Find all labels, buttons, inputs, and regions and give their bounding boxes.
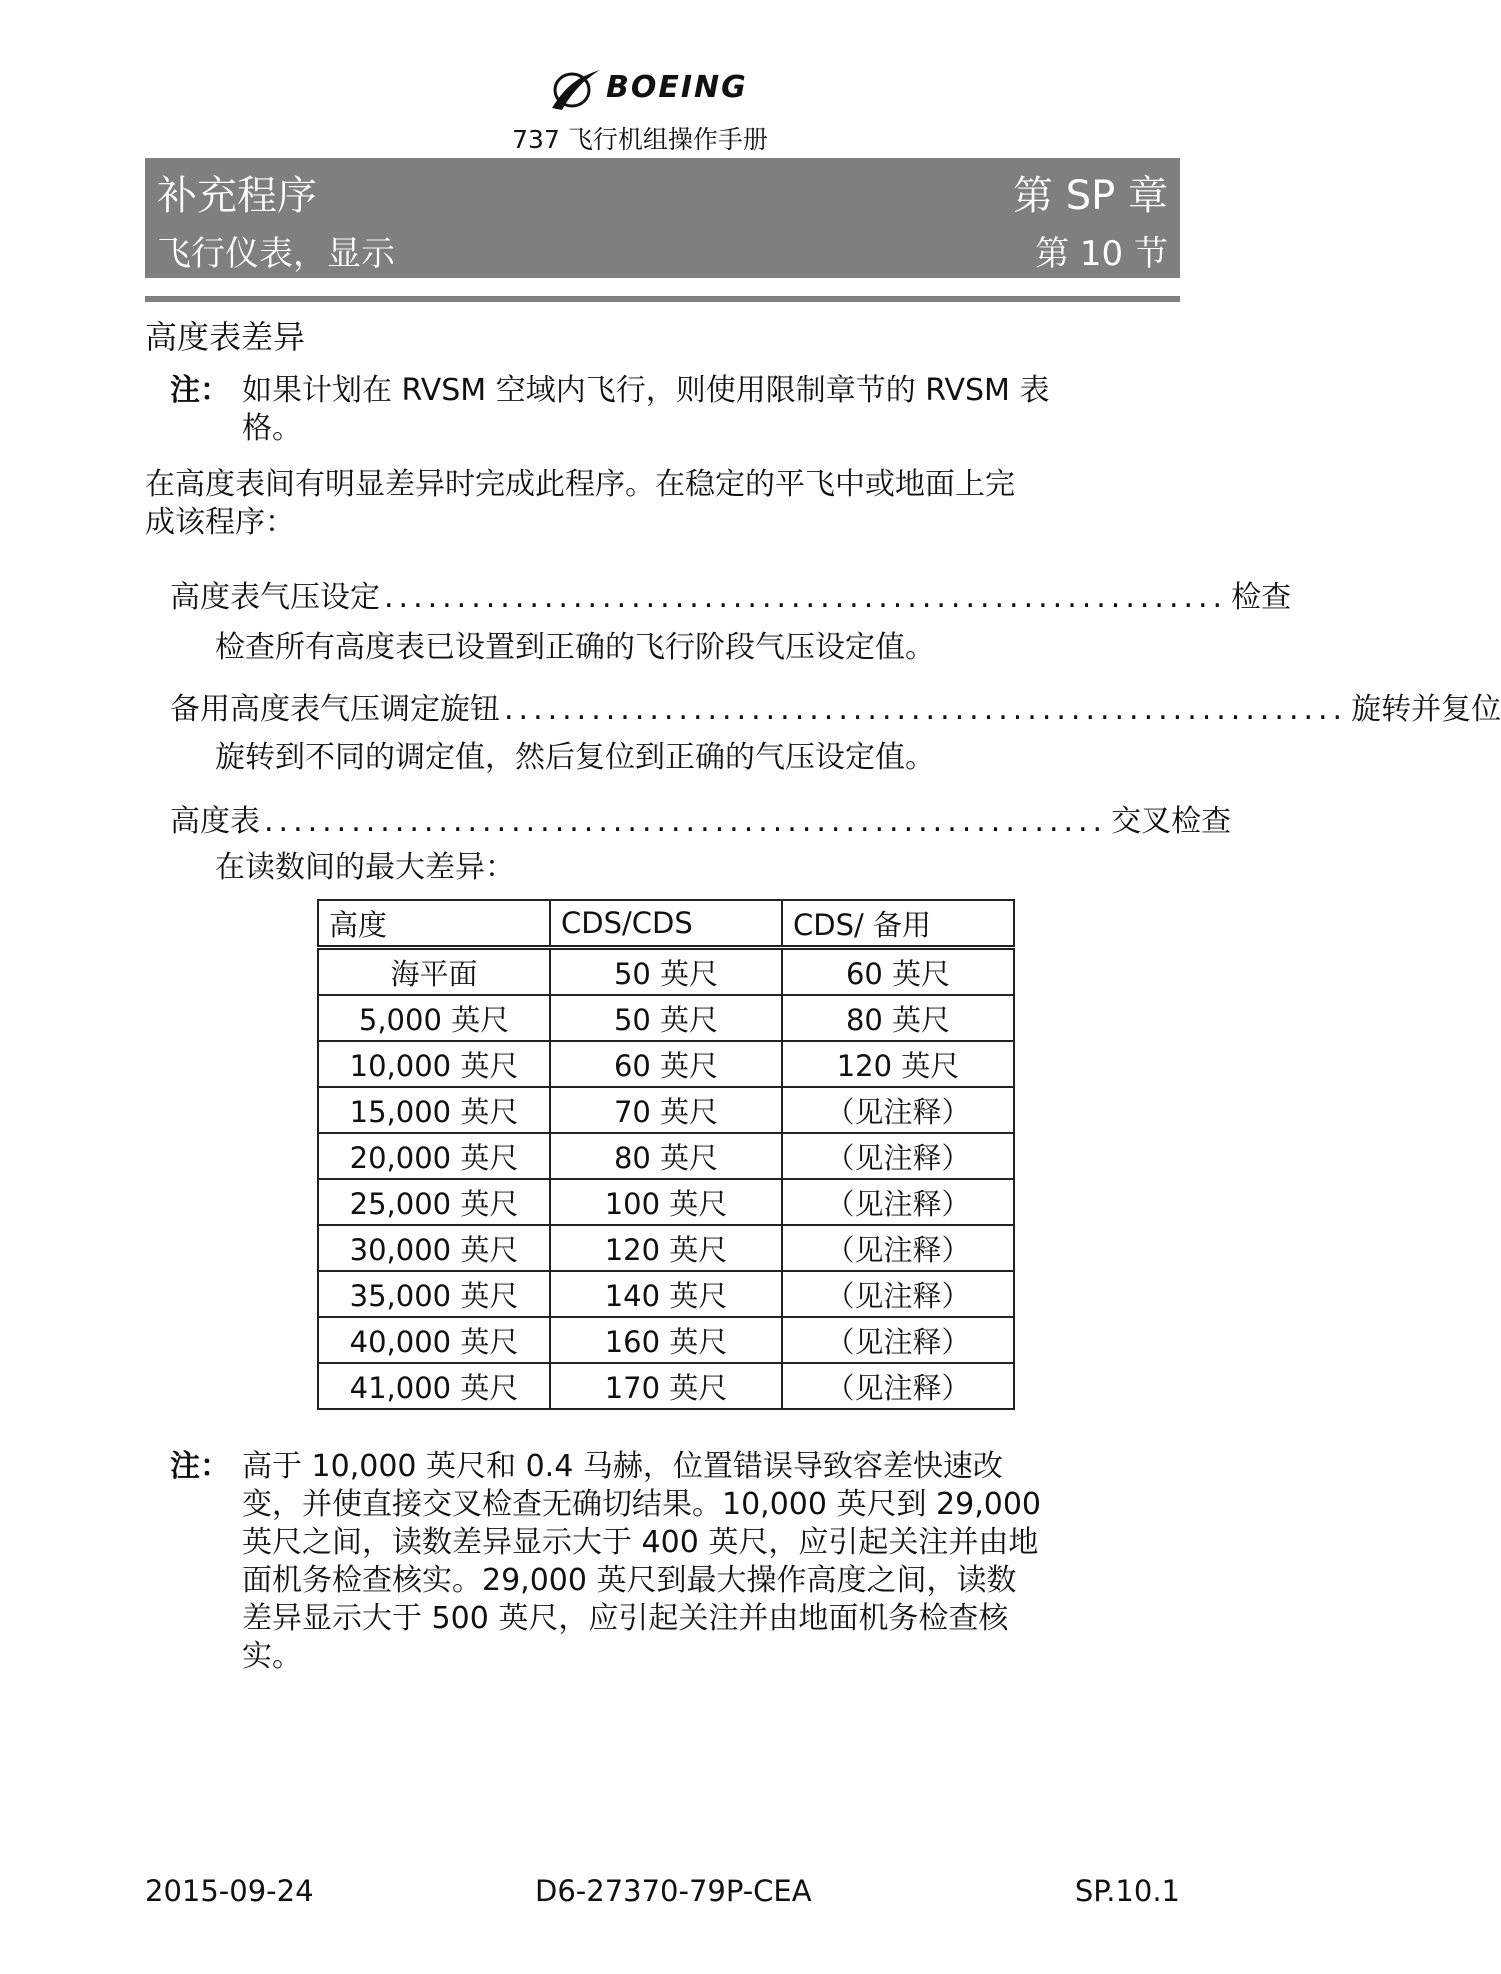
table-cell: 120 英尺 [550,1225,782,1271]
leader-dots: .......................................................... [384,580,1228,615]
item-detail: 旋转到不同的调定值，然后复位到正确的气压设定值。 [215,740,935,775]
leader-dots: .......................................................... [504,692,1348,727]
item-action: 检查 [1231,580,1292,615]
note-line: 英尺之间，读数差异显示大于 400 英尺，应引起关注并由地 [242,1525,1039,1560]
note-body [242,372,1049,448]
header-divider [145,296,1180,302]
table-cell: （见注释） [782,1363,1014,1409]
table-row [318,1087,1014,1133]
note-line: 面机务检查核实。29,000 英尺到最大操作高度之间，读数 [242,1563,1017,1598]
section-title: 飞行仪表，显示 [157,234,395,274]
table-cell: 140 英尺 [550,1271,782,1317]
table-cell: 15,000 英尺 [318,1087,550,1133]
table-cell: 5,000 英尺 [318,995,550,1041]
table-row [318,1317,1014,1363]
chapter-title: 补充程序 [157,173,317,219]
table-row [318,1225,1014,1271]
table-row [318,1041,1014,1087]
item-detail: 在读数间的最大差异： [215,850,515,885]
table-header-row [318,900,1014,948]
table-row [318,1363,1014,1409]
table-row [318,1271,1014,1317]
intro-paragraph [145,466,1180,542]
item-action: 旋转并复位 [1351,692,1501,727]
section-number: 第 10 节 [1035,234,1168,274]
note-line: 实。 [242,1639,302,1674]
table-cell: （见注释） [782,1317,1014,1363]
table-cell: 35,000 英尺 [318,1271,550,1317]
chapter-header [145,158,1180,278]
table-row [318,948,1014,996]
note-line: 差异显示大于 500 英尺，应引起关注并由地面机务检查核 [242,1601,1009,1636]
item-label: 高度表气压设定 [170,580,380,615]
table-cell: 海平面 [318,948,550,996]
table-cell: 20,000 英尺 [318,1133,550,1179]
note-body [242,1448,1041,1676]
table-cell: 50 英尺 [550,948,782,996]
item-detail: 检查所有高度表已设置到正确的飞行阶段气压设定值。 [215,630,935,665]
table-cell: （见注释） [782,1133,1014,1179]
item-label: 高度表 [170,804,260,839]
checklist-item-altimeters [170,802,1232,842]
table-cell: 10,000 英尺 [318,1041,550,1087]
table-cell: 80 英尺 [782,995,1014,1041]
table-cell: 41,000 英尺 [318,1363,550,1409]
note-line: 高于 10,000 英尺和 0.4 马赫，位置错误导致容差快速改 [242,1449,1003,1484]
column-header: 高度 [318,900,550,948]
altimeter-difference-table [317,899,1015,1410]
table-row [318,1179,1014,1225]
table-row [318,1133,1014,1179]
item-action: 交叉检查 [1111,804,1232,839]
table-cell: 70 英尺 [550,1087,782,1133]
leader-dots: .......................................................... [264,804,1108,839]
table-cell: 120 英尺 [782,1041,1014,1087]
table-cell: 160 英尺 [550,1317,782,1363]
footer-page-number: SP.10.1 [1074,1874,1180,1908]
table-cell: 80 英尺 [550,1133,782,1179]
table-cell: 100 英尺 [550,1179,782,1225]
table-cell: 170 英尺 [550,1363,782,1409]
footer-doc-number: D6-27370-79P-CEA [535,1874,812,1908]
table-cell: 50 英尺 [550,995,782,1041]
table-cell: 30,000 英尺 [318,1225,550,1271]
table-cell: 25,000 英尺 [318,1179,550,1225]
checklist-item-baro-setting [170,578,1292,618]
table-cell: （见注释） [782,1087,1014,1133]
boeing-logo [548,62,788,114]
table-cell: （见注释） [782,1179,1014,1225]
note-rvsm [170,372,1180,452]
intro-line: 在高度表间有明显差异时完成此程序。在稳定的平飞中或地面上完 [145,467,1015,502]
checklist-item-standby-knob [170,690,1501,730]
chapter-number: 第 SP 章 [1013,173,1168,219]
table-cell: （见注释） [782,1271,1014,1317]
intro-line: 成该程序： [145,505,295,540]
table-cell: （见注释） [782,1225,1014,1271]
note-line: 变，并使直接交叉检查无确切结果。10,000 英尺到 29,000 [242,1487,1042,1522]
boeing-logo-icon [548,62,604,114]
table-row [318,995,1014,1041]
note-position-error [170,1448,1180,1688]
column-header: CDS/ 备用 [782,900,1014,948]
note-label: 注： [170,1449,230,1484]
procedure-heading: 高度表差异 [145,318,306,356]
note-line: 格。 [242,411,302,446]
manual-title: 737 飞行机组操作手册 [512,125,768,154]
brand-name: BOEING [606,70,748,105]
table-cell: 60 英尺 [550,1041,782,1087]
note-label: 注： [170,373,230,408]
table-cell: 60 英尺 [782,948,1014,996]
note-line: 如果计划在 RVSM 空域内飞行，则使用限制章节的 RVSM 表 [242,373,1050,408]
footer-date: 2015-09-24 [145,1874,314,1908]
column-header: CDS/CDS [550,900,782,948]
item-label: 备用高度表气压调定旋钮 [170,692,500,727]
table-cell: 40,000 英尺 [318,1317,550,1363]
